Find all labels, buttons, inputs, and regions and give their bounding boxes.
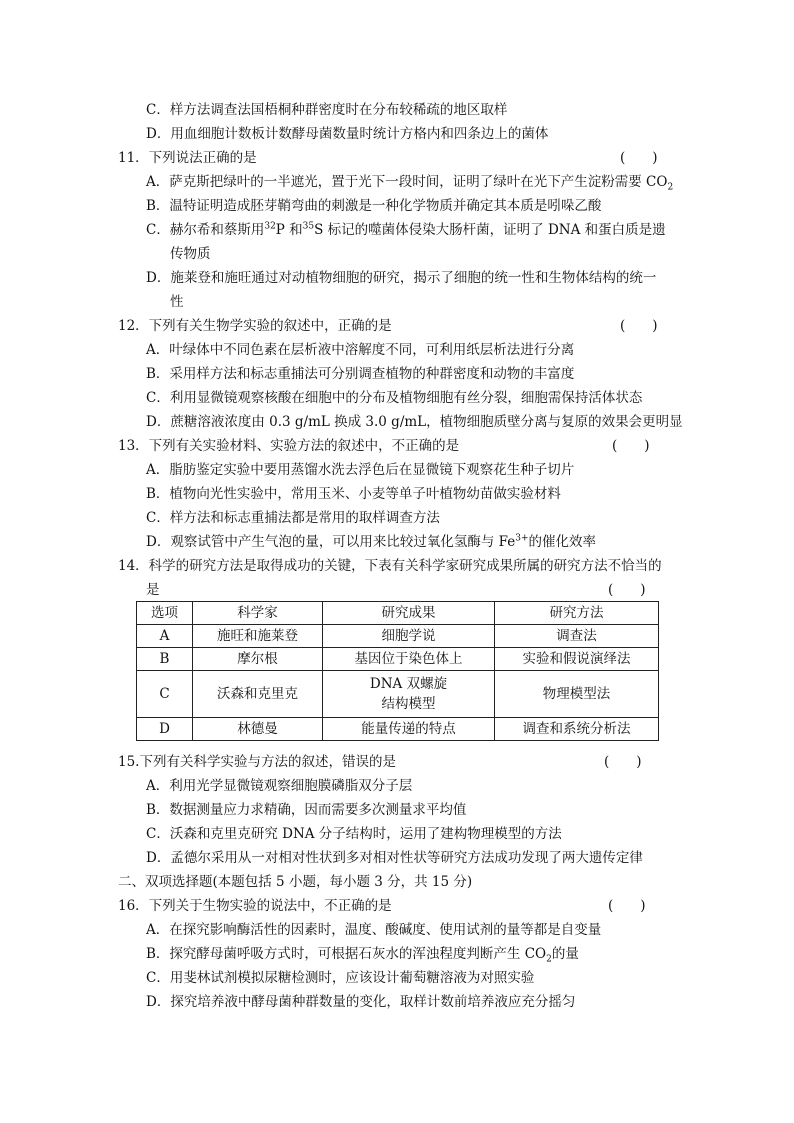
q16-option-b — [146, 942, 579, 966]
q12-option-c: C．利用显微镜观察核酸在细胞中的分布及植物细胞有丝分裂，细胞需保持活体状态 — [146, 390, 643, 406]
q14-cell: A — [137, 625, 193, 648]
q11-option-c-part2: P 和 — [275, 222, 303, 238]
q12-option-a: A．叶绿体中不同色素在层析液中溶解度不同，可利用纸层析法进行分离 — [146, 342, 575, 358]
q11-answer-paren: ( ) — [620, 150, 658, 166]
q12-answer-paren: ( ) — [620, 318, 658, 334]
q15-option-d: D．孟德尔采用从一对相对性状到多对相对性状等研究方法成功发现了两大遗传定律 — [146, 850, 643, 866]
q14-cell: 施旺和施莱登 — [193, 625, 323, 648]
q14-cell: 物理模型法 — [495, 671, 659, 718]
q15-option-b: B．数据测量应力求精确，因而需要多次测量求平均值 — [146, 802, 467, 818]
q10-option-c: C．样方法调查法国梧桐种群密度时在分布较稀疏的地区取样 — [146, 102, 508, 118]
q12-option-d: D．蔗糖溶液浓度由 0.3 g/mL 换成 3.0 g/mL，植物细胞质壁分离与复原的效果会更明显 — [146, 414, 683, 430]
q14-cell: 调查和系统分析法 — [495, 718, 659, 741]
q14-header-method: 研究方法 — [495, 602, 659, 625]
q14-header-scientist: 科学家 — [193, 602, 323, 625]
q15-stem: 15.下列有关科学实验与方法的叙述，错误的是 — [118, 754, 396, 770]
q14-cell: 摩尔根 — [193, 648, 323, 671]
q11-option-c — [146, 218, 666, 242]
q15-option-a: A．利用光学显微镜观察细胞膜磷脂双分子层 — [146, 778, 413, 794]
q13-stem: 13．下列有关实验材料、实验方法的叙述中，不正确的是 — [118, 438, 460, 454]
q14-table-row — [137, 625, 659, 648]
q13-option-d-tail: 的催化效率 — [528, 534, 597, 550]
q14-cell-two-line — [323, 671, 495, 718]
q11-option-d: D．施莱登和施旺通过对动植物细胞的研究，揭示了细胞的统一性和生物体结构的统一 — [146, 270, 657, 286]
q16-stem: 16．下列关于生物实验的说法中，不正确的是 — [118, 898, 392, 914]
q13-option-d — [146, 530, 596, 554]
q11-option-a-text: A．萨克斯把绿叶的一半遮光，置于光下一段时间，证明了绿叶在光下产生淀粉需要 CO — [146, 174, 668, 190]
q15-answer-paren: ( ) — [604, 754, 642, 770]
q11-option-c-part3: S 标记的噬菌体侵染大肠杆菌，证明了 DNA 和蛋白质是遗 — [314, 222, 666, 238]
q14-cell: 调查法 — [495, 625, 659, 648]
q11-stem: 11．下列说法正确的是 — [118, 150, 257, 166]
q14-table-row — [137, 648, 659, 671]
q11-option-c-part1: C．赫尔希和蔡斯用 — [146, 222, 265, 238]
q13-answer-paren: ( ) — [612, 438, 650, 454]
q14-answer-paren: ( ) — [608, 582, 646, 598]
q14-stem-continuation: 是 — [146, 582, 160, 598]
q14-cell: C — [137, 671, 193, 718]
q14-table-row — [137, 671, 659, 718]
q16-option-a: A．在探究影响酶活性的因素时，温度、酸碱度、使用试剂的量等都是自变量 — [146, 922, 602, 938]
q14-stem: 14．科学的研究方法是取得成功的关键，下表有关科学家研究成果所属的研究方法不恰当的 — [118, 558, 662, 574]
q14-cell: 能量传递的特点 — [323, 718, 495, 741]
q14-cell: 细胞学说 — [323, 625, 495, 648]
q11-option-c-sup1: 32 — [264, 221, 276, 232]
q10-option-d: D．用血细胞计数板计数酵母菌数量时统计方格内和四条边上的菌体 — [146, 126, 549, 142]
q13-option-a: A．脂肪鉴定实验中要用蒸馏水洗去浮色后在显微镜下观察花生种子切片 — [146, 462, 575, 478]
q14-table-row — [137, 718, 659, 741]
q13-option-d-text: D．观察试管中产生气泡的量，可以用来比较过氧化氢酶与 Fe — [146, 534, 516, 550]
q11-option-b: B．温特证明造成胚芽鞘弯曲的刺激是一种化学物质并确定其本质是吲哚乙酸 — [146, 198, 602, 214]
q13-option-c: C．样方法和标志重捕法都是常用的取样调查方法 — [146, 510, 440, 526]
q14-header-option: 选项 — [137, 602, 193, 625]
q14-cell: 基因位于染色体上 — [323, 648, 495, 671]
q11-option-c-continuation: 传物质 — [170, 246, 211, 262]
q16-option-b-tail: 的量 — [551, 946, 579, 962]
q12-option-b: B．采用样方法和标志重捕法可分别调查植物的种群密度和动物的丰富度 — [146, 366, 575, 382]
q11-option-a-subscript: 2 — [667, 182, 674, 193]
q16-option-b-subscript: 2 — [546, 954, 552, 965]
q14-cell: 林德曼 — [193, 718, 323, 741]
q16-answer-paren: ( ) — [608, 898, 646, 914]
q16-option-c: C．用斐林试剂模拟尿糖检测时，应该设计葡萄糖溶液为对照实验 — [146, 970, 535, 986]
q15-option-c: C．沃森和克里克研究 DNA 分子结构时，运用了建构物理模型的方法 — [146, 826, 562, 842]
q14-table-header-row — [137, 602, 659, 625]
q16-option-d: D．探究培养液中酵母菌种群数量的变化，取样计数前培养液应充分摇匀 — [146, 994, 576, 1010]
q14-header-result: 研究成果 — [323, 602, 495, 625]
q14-cell: 沃森和克里克 — [193, 671, 323, 718]
q11-option-d-continuation: 性 — [170, 294, 184, 310]
q12-stem: 12．下列有关生物学实验的叙述中，正确的是 — [118, 318, 392, 334]
q14-cell-line2: 结构模型 — [381, 696, 436, 712]
q14-table — [136, 601, 659, 741]
q14-cell: 实验和假说演绎法 — [495, 648, 659, 671]
q16-option-b-text: B．探究酵母菌呼吸方式时，可根据石灰水的浑浊程度判断产生 CO — [146, 946, 547, 962]
q11-option-a — [146, 170, 673, 194]
q14-cell-line1: DNA 双螺旋 — [369, 676, 448, 692]
q13-option-b: B．植物向光性实验中，常用玉米、小麦等单子叶植物幼苗做实验材料 — [146, 486, 561, 502]
q14-cell: D — [137, 718, 193, 741]
section-title: 二、双项选择题(本题包括 5 小题，每小题 3 分，共 15 分) — [118, 874, 473, 890]
q14-cell: B — [137, 648, 193, 671]
q11-option-c-sup2: 35 — [302, 221, 315, 232]
q13-option-d-superscript: 3+ — [515, 533, 529, 544]
